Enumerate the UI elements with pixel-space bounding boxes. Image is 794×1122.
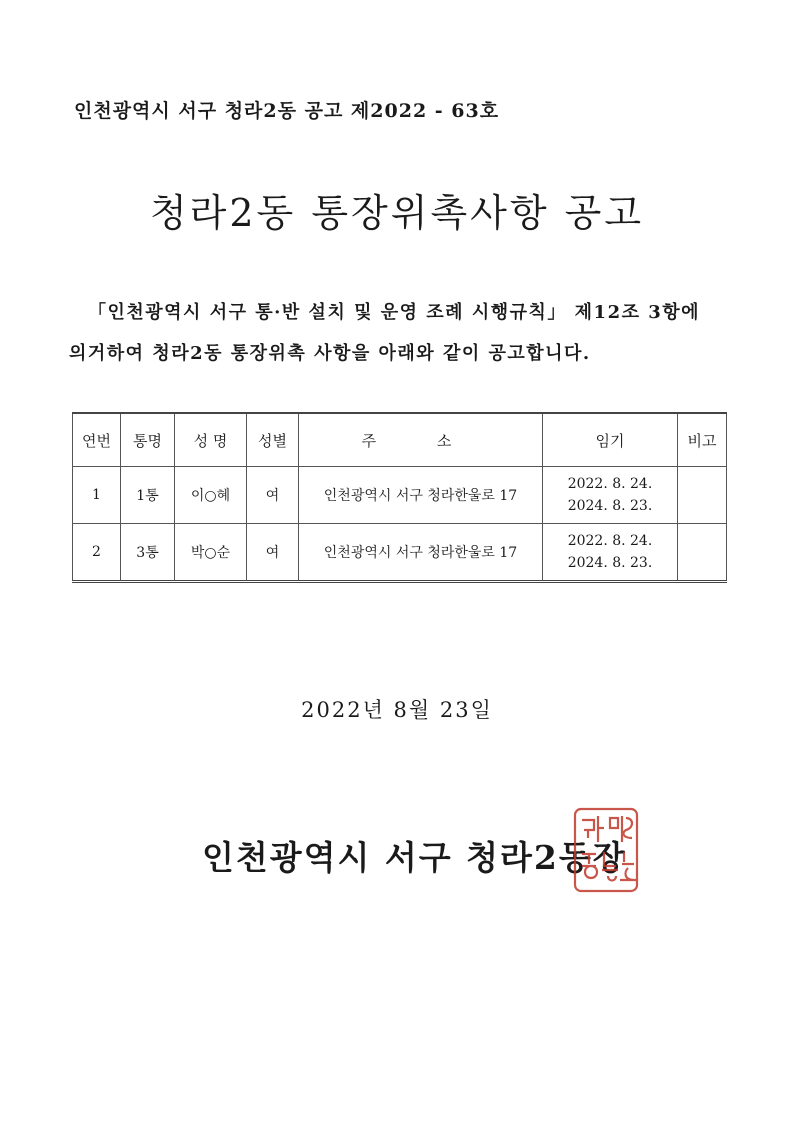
table-row [73,524,727,582]
cell-gender: 여 [247,467,299,524]
header-address: 주 소 [299,413,543,467]
cell-term [543,524,678,582]
appointment-table [72,412,727,583]
cell-tong: 1통 [121,467,175,524]
cell-address: 인천광역시 서구 청라한울로 17 [299,467,543,524]
cell-name: 이○혜 [175,467,247,524]
header-gender: 성별 [247,413,299,467]
issuer-name: 인천광역시 서구 청라2동장 [202,838,627,877]
body-text-line-1: 「인천광역시 서구 통·반 설치 및 운영 조례 시행규칙」 제12조 3항에 [88,302,701,323]
header-tong: 통명 [121,413,175,467]
notice-date: 2022년 8월 23일 [301,698,493,722]
cell-term [543,467,678,524]
cell-no: 2 [73,524,121,582]
term-start: 2022. 8. 24. [567,476,653,492]
cell-address: 인천광역시 서구 청라한울로 17 [299,524,543,582]
table-header-row [73,413,727,467]
cell-name: 박○순 [175,524,247,582]
table-row [73,467,727,524]
notice-number: 인천광역시 서구 청라2동 공고 제2022 - 63호 [74,100,500,122]
cell-tong: 3통 [121,524,175,582]
cell-no: 1 [73,467,121,524]
cell-remarks [678,524,727,582]
document-title: 청라2동 통장위촉사항 공고 [149,191,645,235]
cell-remarks [678,467,727,524]
body-text-line-2: 의거하여 청라2동 통장위촉 사항을 아래와 같이 공고합니다. [69,343,591,364]
cell-gender: 여 [247,524,299,582]
header-name: 성 명 [175,413,247,467]
term-start: 2022. 8. 24. [567,533,653,549]
term-end: 2024. 8. 23. [567,555,653,571]
header-term: 임기 [543,413,678,467]
header-no: 연번 [73,413,121,467]
term-end: 2024. 8. 23. [567,498,653,514]
header-remarks: 비고 [678,413,727,467]
official-seal-icon [572,806,640,894]
